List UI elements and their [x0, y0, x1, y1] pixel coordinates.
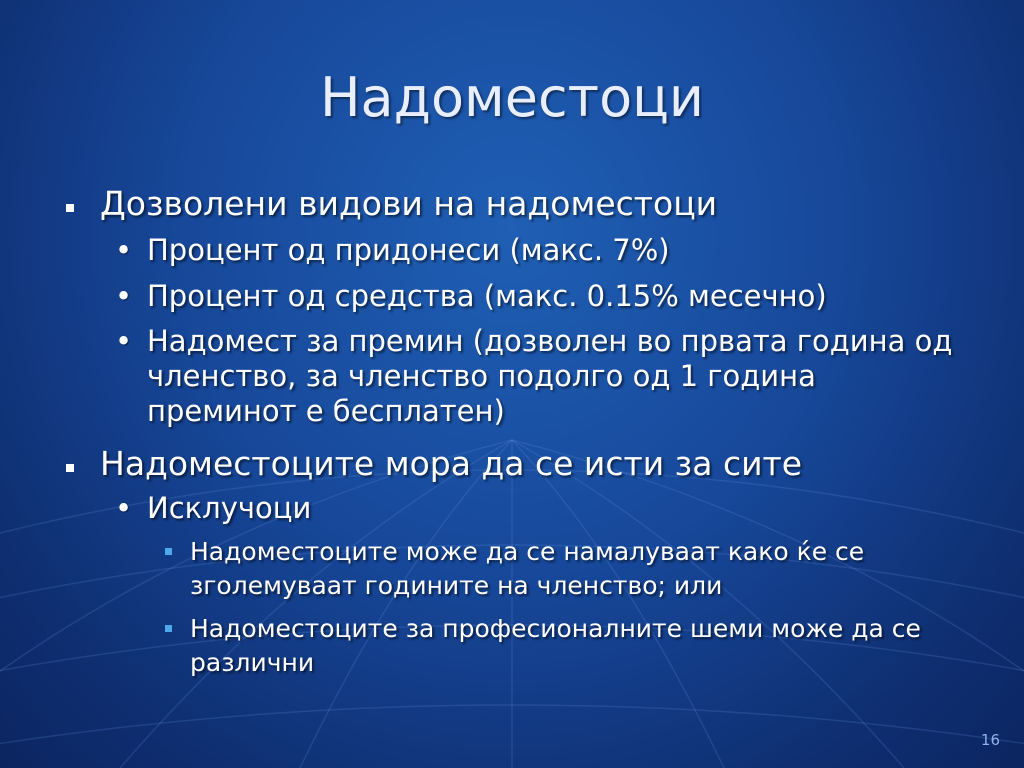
square-bullet-icon	[66, 204, 74, 212]
square-bullet-icon	[66, 464, 74, 472]
bullet-contribution-percent: Процент од придонеси (макс. 7%)	[147, 233, 670, 267]
bullet-fees-same-for-all: Надоместоците мора да се исти за сите	[100, 444, 803, 483]
bullet-exceptions: Исклучоци	[147, 491, 312, 525]
bullet-allowed-fees: Дозволени видови на надоместоци	[100, 184, 718, 223]
dot-bullet-icon: •	[115, 324, 133, 358]
bullet-assets-percent: Процент од средства (макс. 0.15% месечно)	[147, 279, 827, 313]
bullet-fees-decrease: Надоместоците може да се намалуваат како ќе се зголемуваат годините на членство; или	[190, 537, 865, 600]
bullet-professional-schemes: Надоместоците за професионалните шеми може да се различни	[190, 614, 921, 677]
slide-title: Надоместоци	[319, 66, 705, 129]
dot-bullet-icon: •	[115, 233, 133, 267]
dot-bullet-icon: •	[115, 279, 133, 313]
bullet-transfer-fee: Надомест за премин (дозволен во првата година од членство, за членство подолго од 1 година преминот е бесплатен)	[147, 324, 953, 428]
square-bullet-icon	[165, 548, 172, 555]
square-bullet-icon	[165, 625, 172, 632]
dot-bullet-icon: •	[115, 491, 133, 525]
page-number: 16	[980, 731, 1000, 749]
